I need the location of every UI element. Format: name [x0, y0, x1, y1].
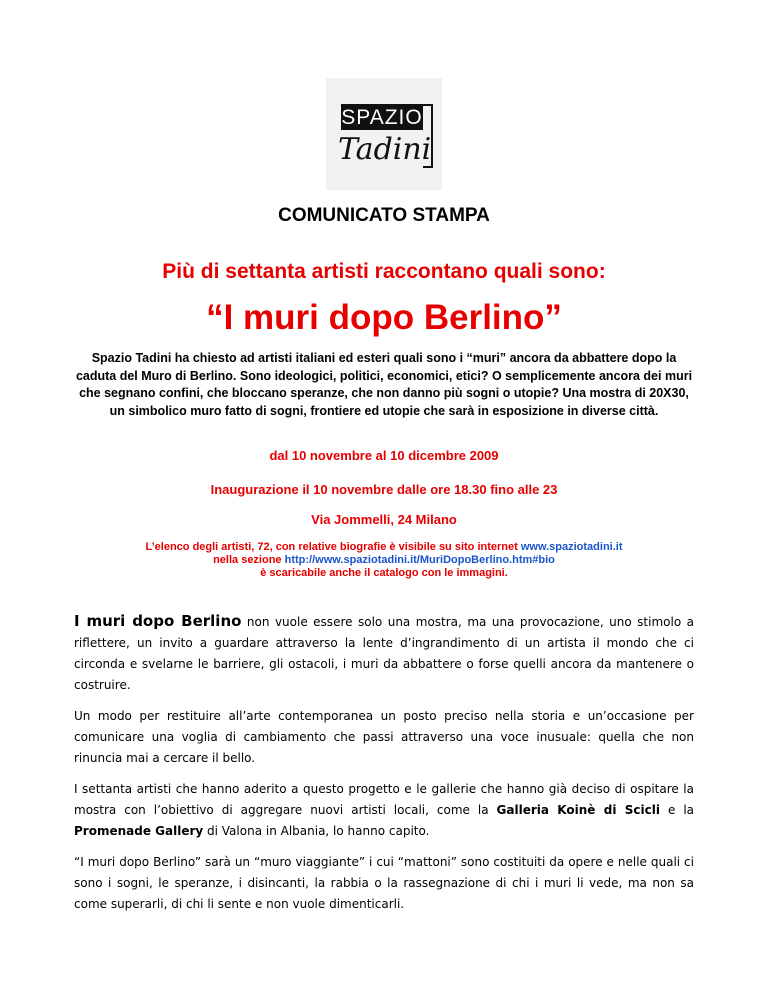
- paragraph-3-text-a: I settanta artisti che hanno aderito a questo progetto e le gallerie che hanno già deciso di ospitare la mostra con l’obiettivo di aggregare nuovi artisti locali, come la: [74, 782, 694, 817]
- artists-list-line-3: è scaricabile anche il catalogo con le immagini.: [260, 567, 508, 579]
- paragraph-3-text-b: e la: [660, 803, 695, 817]
- venue-address: Via Jommelli, 24 Milano: [311, 512, 457, 527]
- artists-list-line-1: [90, 541, 678, 554]
- gallery-koine: Galleria Koinè di Scicli: [496, 803, 660, 817]
- exhibition-dates: dal 10 novembre al 10 dicembre 2009: [269, 448, 499, 463]
- section-link[interactable]: http://www.spaziotadini.it/MuriDopoBerlino.htm#bio: [284, 554, 555, 566]
- artists-list-note: [90, 541, 678, 580]
- promenade-gallery: Promenade Gallery: [74, 824, 204, 838]
- page-title: “I muri dopo Berlino”: [206, 298, 562, 337]
- body-paragraph-1: [74, 611, 694, 696]
- logo-script: Tadini: [338, 132, 432, 167]
- logo-wordmark: SPAZIO: [341, 106, 423, 129]
- body-paragraph-4: “I muri dopo Berlino” sarà un “muro viaggiante” i cui “mattoni” sono costituiti da opere e nelle quali ci sono i sogni, le speranze, i disincanti, la rabbia o la rassegnazione di chi i muri li vede, ma non sa come superarli, di chi li sente e non vuole dimenticarli.: [74, 855, 694, 911]
- artists-list-text-1: L’elenco degli artisti, 72, con relative biografie è visibile su sito internet: [145, 541, 521, 553]
- kicker-heading: COMUNICATO STAMPA: [278, 205, 490, 226]
- logo-frame: [423, 104, 433, 168]
- body-paragraph-3: [74, 779, 694, 842]
- paragraph-1-text: non vuole essere solo una mostra, ma una provocazione, uno stimolo a riflettere, un invito a guardare attraverso la lente d’ingrandimento di un artista il mondo che ci circonda e svelarne le barriere, gli ostacoli, i muri da abbattere o forse quelli ancora da mantenere o costruire.: [74, 615, 695, 692]
- body-paragraph-2: Un modo per restituire all’arte contemporanea un posto preciso nella storia e un’occasione per comunicare una voglia di cambiamento che passi attraverso una voce inusuale: quella che non rinuncia mai a cercare il bello.: [74, 709, 694, 765]
- artists-list-text-2: nella sezione: [213, 554, 285, 566]
- site-link[interactable]: www.spaziotadini.it: [520, 541, 623, 553]
- opening-info: Inaugurazione il 10 novembre dalle ore 18.30 fino alle 23: [210, 482, 558, 497]
- spazio-tadini-logo: [326, 78, 442, 190]
- paragraph-lead: I muri dopo Berlino: [74, 612, 242, 630]
- artists-list-line-2: [90, 554, 678, 567]
- paragraph-3-text-c: di Valona in Albania, lo hanno capito.: [203, 824, 430, 838]
- intro-paragraph: Spazio Tadini ha chiesto ad artisti italiani ed esteri quali sono i “muri” ancora da abbattere dopo la caduta del Muro di Berlino. Sono ideologici, politici, economici, etici? O semplicemente ancora dei muri che segnano confini, che bloccano speranze, che non danno più sogni o utopie? Una mostra di 20X30, un simbolico muro fatto di sogni, frontiere ed utopie che sarà in esposizione in diverse città.: [75, 351, 693, 418]
- subtitle-heading: Più di settanta artisti raccontano quali sono:: [162, 260, 606, 283]
